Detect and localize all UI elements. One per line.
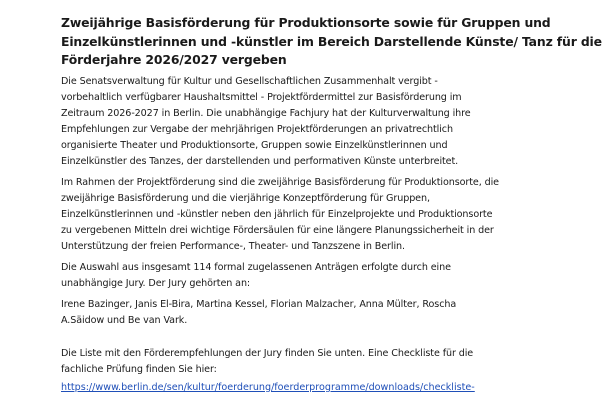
text-line: organisierte Theater und Produktionsorte, Gruppen sowie Einzelkünstlerinnen und [61,139,448,151]
text-line: Im Rahmen der Projektförderung sind die zweijährige Basisförderung für Produktionsorte, die [61,176,499,188]
text-line: zweijährige Basisförderung und die vierjährige Konzeptförderung für Gruppen, [61,192,430,204]
funding-paragraph [61,175,499,255]
text-line: zu vergebenen Mitteln drei wichtige Fördersäulen für eine längere Planungssicherheit in der [61,224,494,236]
jury-selection-paragraph [61,260,491,292]
text-line: Einzelkünstlerinnen und -künstler neben den jährlich für Einzelprojekte und Produktionsorte [61,208,493,220]
checklist-link[interactable]: https://www.berlin.de/sen/kultur/foerderung/foerderprogramme/downloads/checkliste- [61,381,475,393]
intro-paragraph [61,74,491,170]
text-line: Zeitraum 2026-2027 in Berlin. Die unabhängige Fachjury hat der Kulturverwaltung ihre [61,107,471,119]
text-line: Die Auswahl aus insgesamt 114 formal zugelassenen Anträgen erfolgte durch eine [61,261,451,273]
text-line: A.Säidow und Be van Vark. [61,314,188,326]
heading-line: Einzelkünstlerinnen und -künstler im Bereich Darstellende Künste/ Tanz für die [61,33,602,49]
text-line: Die Liste mit den Förderempfehlungen der Jury finden Sie unten. Eine Checkliste für die [61,347,474,359]
text-line: Empfehlungen zur Vergabe der mehrjährigen Projektförderungen an privatrechtlich [61,123,453,135]
spacer [61,334,491,346]
article-body [61,14,602,396]
heading-line: Zweijährige Basisförderung für Produktionsorte sowie für Gruppen und [61,15,551,30]
text-line: unabhängige Jury. Der Jury gehörten an: [61,277,251,289]
text-line: Einzelkünstler des Tanzes, der darstellenden und performativen Künste unterbreitet. [61,155,459,167]
text-line: fachliche Prüfung finden Sie hier: [61,363,217,375]
text-line: Die Senatsverwaltung für Kultur und Gesellschaftlichen Zusammenhalt vergibt - [61,75,438,87]
jury-members-paragraph [61,297,491,329]
text-line: vorbehaltlich verfügbarer Haushaltsmittel - Projektfördermittel zur Basisförderung im [61,91,462,103]
checklist-paragraph [61,346,491,378]
heading-line: Förderjahre 2026/2027 vergeben [61,52,287,67]
text-line: Irene Bazinger, Janis El-Bira, Martina Kessel, Florian Malzacher, Anna Mülter, Roscha [61,298,457,310]
text-line: Unterstützung der freien Performance-, Theater- und Tanzszene in Berlin. [61,240,405,252]
article-heading [61,14,602,70]
